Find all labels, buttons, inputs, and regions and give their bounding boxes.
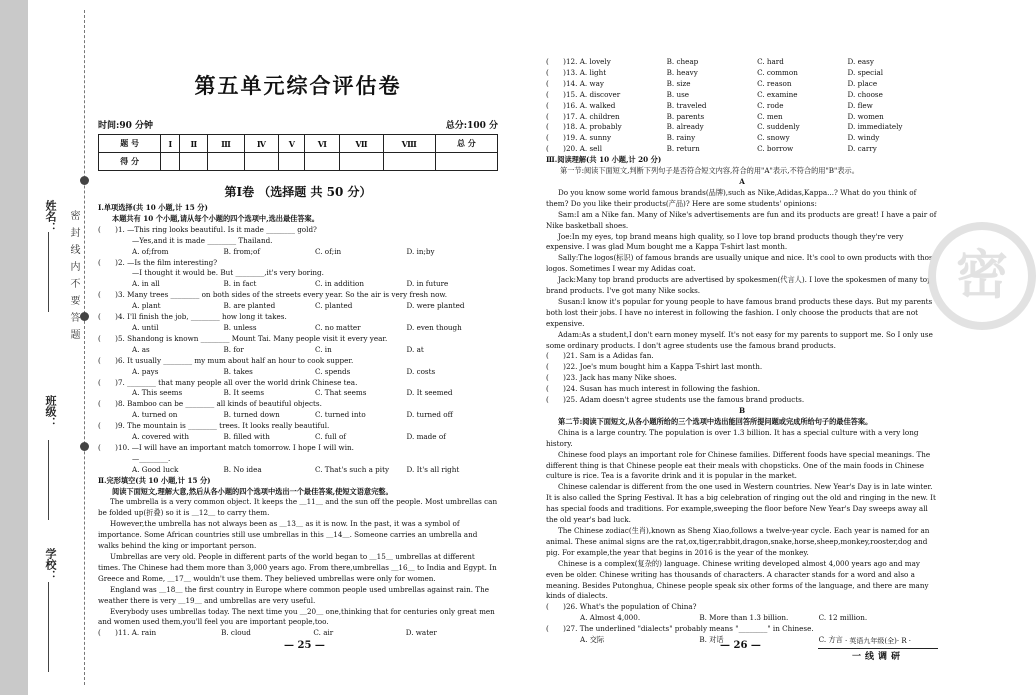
option-d: D. in future — [406, 279, 449, 289]
passage-a-paragraph: Sally:The logos(标识) of famous brands are usually unique and nice. It's cool to own products with those logos. Sometimes I wear my Adidas coat. — [546, 253, 937, 274]
question-options — [98, 410, 498, 421]
option-a: ( )12. A. lovely — [546, 57, 611, 66]
right-page — [546, 57, 938, 646]
option-c: C. of;in — [315, 246, 342, 256]
part2-instruction: 阅读下面短文,理解大意,然后从各小题的四个选项中选出一个最佳答案,使短文语意完整。 — [112, 486, 393, 496]
option-a: ( )16. A. walked — [546, 100, 616, 110]
option-c: C. in — [315, 344, 332, 354]
option-b: B. traveled — [666, 100, 707, 110]
option-c: C. common — [757, 67, 798, 77]
footer-subject: · 英语九年级(全)· R · — [844, 637, 912, 645]
true-false-item: ( )23. Jack has many Nike shoes. — [546, 373, 677, 383]
passage-b-paragraph: The Chinese zodiac(生肖),known as Sheng Xiao,follows a twelve-year cycle. Each year is named for an animal. These animal signs are the rat,ox,tiger,rabbit,dragon,snake,horse,sheep,monkey,rooster,dog and pig. For example,the year that begins in 2016 is the year of the monkey. — [546, 525, 930, 557]
option-c: C. full of — [315, 432, 346, 442]
school-label: 学校： — [44, 548, 57, 581]
passage-b-label: B — [738, 406, 746, 415]
option-a: A. Good luck — [132, 464, 179, 474]
part1-instruction: 本题共有 10 个小题,请从每个小题的四个选项中,选出最佳答案。 — [112, 213, 319, 223]
option-b: B. cheap — [666, 57, 699, 66]
option-a: A. covered with — [132, 432, 189, 442]
multiple-choice-list — [98, 225, 498, 476]
score-column-header: Ⅳ — [244, 135, 278, 153]
passage-b — [546, 428, 938, 603]
question-stem: ( )3. Many trees ________ on both sides of the streets every year. So the air is very fresh now. — [98, 290, 447, 300]
cloze-option-row — [98, 628, 498, 639]
cloze-option-row — [546, 79, 938, 90]
question-options — [98, 465, 498, 476]
option-b: B. for — [223, 344, 244, 354]
question-stem: ( )10. —I will have an important match tomorrow. I hope I will win. — [98, 442, 354, 452]
option-c: C. turned into — [315, 410, 366, 420]
option-b: B. in fact — [223, 279, 257, 289]
option-b: B. parents — [666, 111, 705, 121]
seal-mark-bottom — [80, 442, 89, 451]
cloze-option-row — [546, 90, 938, 101]
option-c: C. hard — [757, 57, 784, 66]
option-a: ( )17. A. children — [546, 111, 620, 121]
option-d: D. special — [847, 67, 884, 77]
option-a: A. as — [132, 344, 150, 354]
question-extra: —________. — [132, 453, 171, 463]
passage-a-paragraph: Susan:I know it's popular for young people to have famous brand products these days. But my parents both lost their jobs. I have no interest in following the fashion. I only choose the products that are not expensive. — [546, 296, 933, 328]
time-limit: 时间:90 分钟 — [98, 121, 153, 131]
option-d: D. turned off — [406, 410, 453, 420]
cloze-paragraph: However,the umbrella has not always been as ＿13＿ as it is now. In the past, it was a symbol of importance. Some African countries still use umbrellas in this ＿14＿. Someone carries an umbrella and walks behind the king or important person. — [98, 519, 478, 551]
volume-heading: 第Ⅰ卷 （选择题 共 50 分） — [224, 185, 372, 199]
left-page — [98, 0, 498, 639]
question-stem: ( )5. Shandong is known ________ Mount Tai. Many people visit it every year. — [98, 333, 388, 343]
option-a: A. pays — [132, 366, 159, 376]
option-c: C. men — [757, 111, 783, 121]
score-cell — [435, 153, 497, 171]
option-d: D. were planted — [406, 301, 465, 311]
score-header-label: 题 号 — [99, 135, 161, 153]
true-false-item: ( )21. Sam is a Adidas fan. — [546, 351, 654, 361]
school-line — [48, 582, 50, 672]
option-c: C. snowy — [757, 133, 790, 143]
passage-a-label: A — [739, 176, 745, 186]
question-options — [98, 323, 498, 334]
option-b: B. rainy — [666, 133, 696, 143]
option-a: A. This seems — [132, 388, 183, 398]
score-column-header: Ⅴ — [279, 135, 305, 153]
exam-meta — [98, 118, 498, 131]
option-b: B. unless — [223, 322, 257, 332]
true-false-list — [546, 351, 938, 406]
passage-b-paragraph: Chinese calendar is different from the one used in Western countries. New Year's Day is in late winter. It is also called the Spring Festival. It has a big celebration of ringing out the old and ringing in the new. It has special foods and traditions. For example,sweeping the floor before New Year's Day sweeps away all the old year's bad luck. — [546, 482, 936, 525]
option-c: C. That seems — [315, 388, 367, 398]
page-number-left: — 25 — — [284, 640, 325, 651]
score-cell — [244, 153, 278, 171]
cloze-passage — [98, 497, 498, 628]
cloze-option-row — [546, 112, 938, 123]
option-b: B. are planted — [223, 301, 276, 311]
option-b: B. already — [666, 122, 704, 132]
cloze-paragraph: England was ＿18＿ the first country in Europe where common people used umbrellas against rain. The weather there is very ＿19＿ and umbrellas are very useful. — [98, 584, 489, 605]
option-c: C. rode — [757, 100, 784, 110]
option-d: D. women — [847, 111, 884, 121]
option-c: C. borrow — [757, 144, 794, 154]
true-false-item: ( )25. Adam doesn't agree students use the famous brand products. — [546, 395, 805, 405]
cloze-option-row — [546, 101, 938, 112]
binding-margin — [28, 0, 98, 695]
option-a: A. plant — [132, 301, 161, 311]
score-column-header: Ⅰ — [161, 135, 180, 153]
question-stem: ( )1. —This ring looks beautiful. Is it made ________ gold? — [98, 224, 317, 234]
seal-mark-middle — [80, 312, 89, 321]
score-table — [98, 134, 498, 171]
option-b: B. More than 1.3 billion. — [699, 613, 789, 623]
question-stem: ( )4. I'll finish the job, ________ how long it takes. — [98, 312, 287, 322]
question-26: ( )26. What's the population of China? — [546, 602, 697, 612]
question-26-options — [546, 613, 938, 624]
option-a: A. 交际 — [580, 635, 605, 645]
option-d: D. even though — [406, 322, 462, 332]
class-line — [48, 440, 50, 520]
section2-instruction: 第二节:阅读下面短文,从各小题所给的三个选项中选出能回答所提问题或完成所给句子的最佳答案。 — [558, 416, 873, 426]
option-a: ( )15. A. discover — [546, 89, 621, 99]
passage-a-paragraph: Joe:In my eyes, top brand means high quality, so I love top brand products though they're very expensive. I was glad Mum bought me a Kappa T-shirt last month. — [546, 231, 904, 252]
passage-a — [546, 188, 938, 352]
binding-strip — [0, 0, 28, 695]
question-extra: —I thought it would be. But ________,it's very boring. — [132, 268, 324, 278]
score-cell — [305, 153, 340, 171]
score-row-label: 得 分 — [99, 153, 161, 171]
option-d: D. flew — [847, 100, 873, 110]
option-c: C. in addition — [315, 279, 364, 289]
score-column-header: 总 分 — [435, 135, 497, 153]
option-c: C. no matter — [315, 322, 361, 332]
question-options — [98, 388, 498, 399]
cloze-option-row — [546, 133, 938, 144]
option-a: ( )18. A. probably — [546, 122, 622, 132]
option-b: B. heavy — [666, 67, 698, 77]
option-c: C. That's such a pity — [315, 464, 390, 474]
name-label: 姓名： — [44, 200, 57, 233]
cloze-options-list — [546, 57, 938, 155]
option-a: ( )20. A. sell — [546, 144, 602, 154]
question-stem: ( )2. —Is the film interesting? — [98, 257, 218, 267]
option-d: D. water — [405, 628, 437, 638]
cloze-option-row — [546, 57, 938, 68]
score-column-header: Ⅶ — [340, 135, 383, 153]
question-options — [98, 279, 498, 290]
question-stem: ( )6. It usually ________ my mum about half an hour to cook supper. — [98, 355, 354, 365]
cloze-paragraph: Everybody uses umbrellas today. The next time you ＿20＿ one,thinking that for centuries only great men and women used them,you'll feel you are important people,too. — [98, 606, 495, 627]
option-b: B. use — [666, 89, 690, 99]
option-d: D. choose — [847, 89, 883, 99]
passage-b-paragraph: China is a large country. The population is over 1.3 billion. It has a special culture with a very long history. — [546, 427, 919, 448]
option-a: A. in all — [132, 279, 160, 289]
option-d: D. made of — [406, 432, 446, 442]
score-column-header: Ⅷ — [383, 135, 435, 153]
option-c: C. spends — [315, 366, 351, 376]
option-d: D. easy — [847, 57, 874, 66]
score-column-header: Ⅲ — [208, 135, 244, 153]
option-d: D. place — [847, 78, 878, 88]
class-label: 班级： — [44, 395, 57, 428]
option-d: D. carry — [847, 144, 877, 154]
cloze-paragraph: Umbrellas are very old. People in different parts of the world began to ＿15＿ umbrellas at different times. The Chinese had them more than 3,000 years ago. From there,umbrellas ＿16＿ to India and Egypt. In Greece and Rome, ＿17＿ wouldn't use them. They believed umbrellas were only for women. — [98, 552, 497, 583]
seal-dashed-line — [84, 10, 85, 685]
passage-a-paragraph: Jack:Many top brand products are advertised by spokesmen(代言人). I love the spokesmen of many top brand products. I've got many Nike socks. — [546, 275, 932, 296]
option-a: ( )14. A. way — [546, 78, 604, 88]
option-a: ( )13. A. light — [546, 67, 607, 77]
option-b: B. takes — [223, 366, 253, 376]
question-extra: —Yes,and it is made ________ Thailand. — [132, 235, 273, 245]
cloze-option-row — [546, 144, 938, 155]
true-false-item: ( )24. Susan has much interest in following the fashion. — [546, 384, 760, 394]
option-d: D. costs — [406, 366, 436, 376]
passage-b-paragraph: Chinese food plays an important role for Chinese families. Different foods have special meanings. The different thing is that Chinese people eat their meals with chopsticks. One of the main foods in Chinese culture is rice. Tea is a favorite drink and it is popular in the market. — [546, 449, 931, 481]
option-b: B. filled with — [223, 432, 270, 442]
option-a: ( )19. A. sunny — [546, 133, 612, 143]
name-line — [48, 232, 50, 312]
score-cell — [340, 153, 383, 171]
passage-a-paragraph: Adam:As a student,I don't earn money myself. It's not easy for my parents to support me. So I only use some ordinary products. I don't agree students use the famous brand products. — [546, 329, 933, 350]
option-c: C. 12 million. — [818, 613, 868, 623]
option-b: B. turned down — [223, 410, 280, 420]
option-d: D. windy — [847, 133, 880, 143]
option-c: C. 方言 — [818, 635, 843, 645]
cloze-option-row — [546, 122, 938, 133]
score-column-header: Ⅱ — [180, 135, 208, 153]
option-b: B. cloud — [221, 628, 251, 638]
section1-instruction: 第一节:阅读下面短文,判断下列句子是否符合短文内容,符合的用"A"表示,不符合的用"B"表示。 — [560, 166, 859, 176]
option-c: C. reason — [757, 78, 792, 88]
page-number-right: — 26 — — [720, 640, 761, 651]
option-d: D. It's all right — [406, 464, 460, 474]
option-a: A. of;from — [132, 246, 169, 256]
passage-a-paragraph: Do you know some world famous brands(品牌),such as Nike,Adidas,Kappa...? What do you think of them? Do you like their products(产品)? Here are some students' opinions: — [546, 187, 917, 208]
part3-heading: Ⅲ.阅读理解(共 10 小题,计 20 分) — [546, 155, 662, 165]
score-cell — [279, 153, 305, 171]
page-title: 第五单元综合评估卷 — [194, 73, 402, 98]
true-false-item: ( )22. Joe's mum bought him a Kappa T-shirt last month. — [546, 362, 763, 372]
score-header-row — [99, 135, 498, 153]
option-a: A. until — [132, 322, 159, 332]
question-stem: ( )8. Bamboo can be ________ all kinds of beautiful objects. — [98, 399, 322, 409]
option-d: D. in;by — [406, 246, 435, 256]
score-cell — [180, 153, 208, 171]
option-c: C. air — [313, 628, 334, 638]
footer-brand — [818, 636, 938, 662]
option-b: B. size — [666, 78, 691, 88]
part1-heading: Ⅰ.单项选择(共 10 小题,计 15 分) — [98, 203, 208, 212]
option-a: A. turned on — [132, 410, 178, 420]
score-column-header: Ⅵ — [305, 135, 340, 153]
passage-b-paragraph: Chinese is a complex(复杂的) language. Chinese writing developed almost 4,000 years ago and may even be older. Chinese writing has thousands of characters. A character stands for a word and also a meaning. Besides Putonghua, Chinese people speak six other forms of the language, and there are many kinds of dialects. — [546, 558, 929, 601]
question-options — [98, 247, 498, 258]
option-b: B. No idea — [223, 464, 262, 474]
score-cell — [161, 153, 180, 171]
score-cell — [383, 153, 435, 171]
option-b: B. from;of — [223, 246, 260, 256]
footer-title: 一线调研 — [818, 648, 938, 662]
part2-heading: Ⅱ.完形填空(共 10 小题,计 15 分) — [98, 475, 211, 485]
question-options — [98, 367, 498, 378]
option-a: A. Almost 4,000. — [580, 613, 641, 623]
question-stem: ( )7. ________ that many people all over the world drink Chinese tea. — [98, 377, 358, 387]
option-b: B. 对话 — [699, 635, 724, 645]
option-c: C. suddenly — [757, 122, 800, 132]
passage-a-paragraph: Sam:I am a Nike fan. Many of Nike's advertisements are fun and its products are great! I have a pair of Nike basketball shoes. — [546, 209, 937, 230]
total-score: 总分:100 分 — [445, 121, 498, 131]
option-c: C. examine — [757, 89, 798, 99]
option-c: C. planted — [315, 301, 353, 311]
seal-mark-top — [80, 176, 89, 185]
seal-warning: 密封线内不要答题 — [68, 210, 79, 346]
option-d: D. at — [406, 344, 424, 354]
option-b: B. It seems — [223, 388, 265, 398]
option-d: D. immediately — [847, 122, 903, 132]
cloze-paragraph: The umbrella is a very common object. It keeps the ＿11＿ and the sun off the people. Most umbrellas can be folded up(折叠) so it is ＿12＿ to carry them. — [98, 497, 498, 518]
option-b: B. return — [666, 144, 700, 154]
question-options — [98, 301, 498, 312]
option-a: ( )11. A. rain — [98, 628, 157, 638]
question-options — [98, 432, 498, 443]
score-value-row — [99, 153, 498, 171]
score-cell — [208, 153, 244, 171]
question-stem: ( )9. The mountain is ________ trees. It looks really beautiful. — [98, 421, 330, 431]
question-27: ( )27. The underlined "dialects" probably means "________" in Chinese. — [546, 624, 814, 634]
option-d: D. It seemed — [406, 388, 453, 398]
question-options — [98, 345, 498, 356]
cloze-option-row — [546, 68, 938, 79]
confidential-stamp: 密 — [928, 222, 1036, 330]
